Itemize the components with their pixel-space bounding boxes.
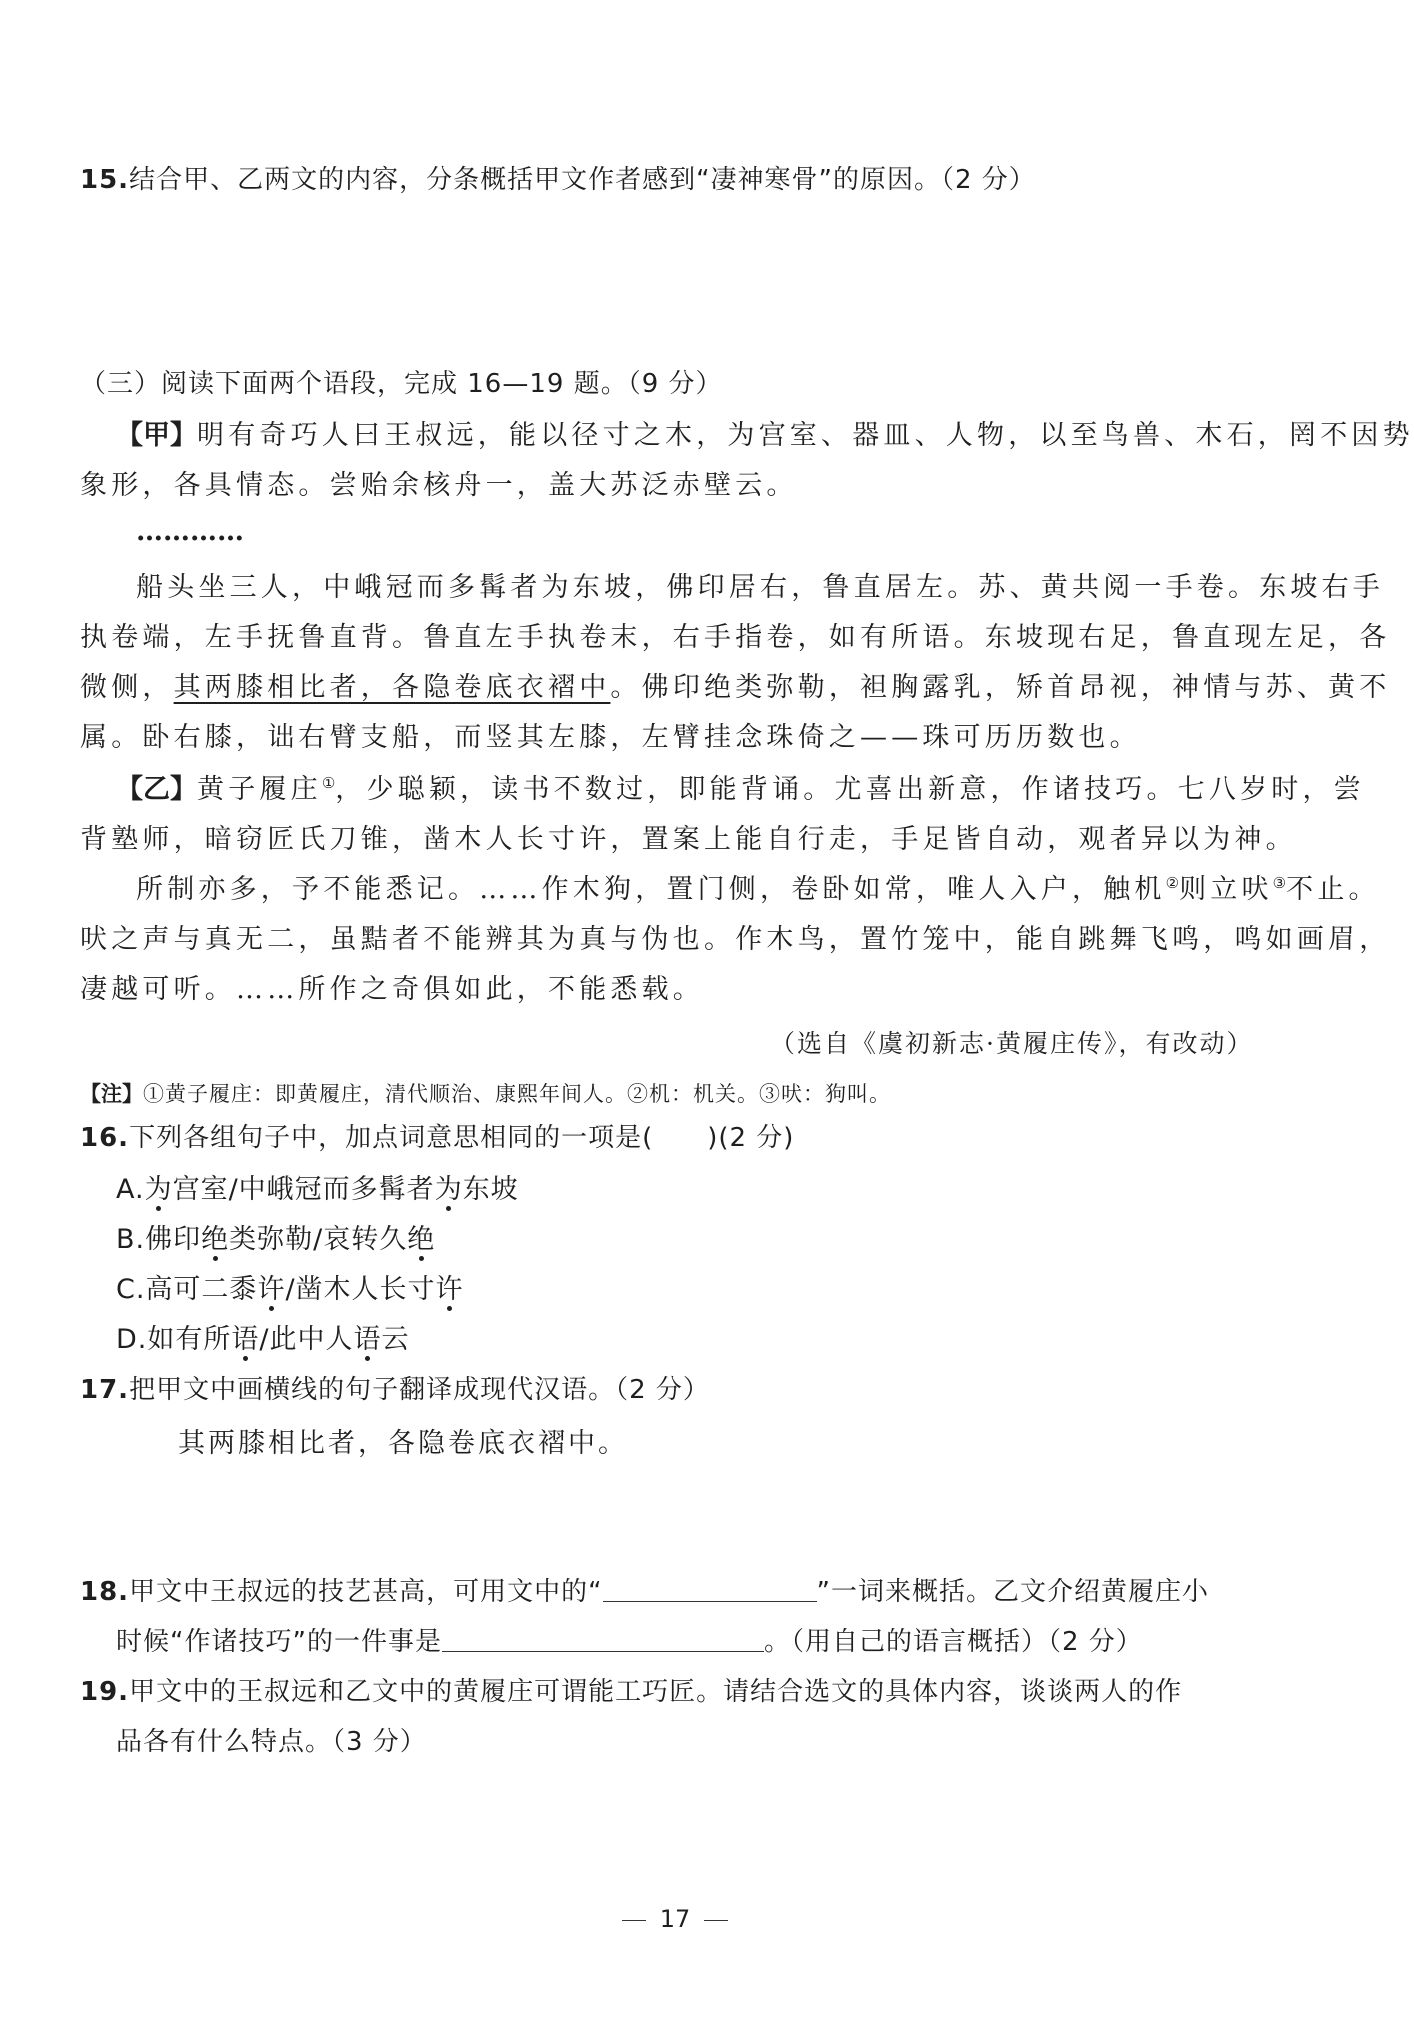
footnote-marker: ③ (1272, 874, 1287, 892)
passage-text: 。佛印绝类弥勒，袒胸露乳，矫首昂视，神情与苏、黄不 (610, 672, 1391, 703)
choice-text: 宫室/中峨冠而多髯者 (172, 1174, 435, 1205)
choice-text: 佛印 (145, 1224, 202, 1255)
question-19-line2: 品各有什么特点。（3 分） (116, 1727, 427, 1757)
question-text: ”一词来概括。乙文介绍黄履庄小 (816, 1577, 1210, 1607)
source-citation: （选自《虞初新志·黄履庄传》，有改动） (770, 1029, 1254, 1058)
question-18-line2 (116, 1622, 1143, 1662)
question-number: 17. (80, 1375, 130, 1405)
question-15 (80, 160, 1036, 200)
dotted-word: 语 (231, 1324, 260, 1355)
passage-jia-line: 属。卧右膝，诎右臂支船，而竖其左膝，左臂挂念珠倚之——珠可历历数也。 (80, 722, 1141, 753)
choice-text: 东坡 (462, 1174, 519, 1205)
choice-b[interactable] (116, 1220, 435, 1260)
page-number (0, 1905, 1350, 1933)
choice-text: 云 (381, 1324, 410, 1355)
dash-decoration (704, 1920, 728, 1921)
question-18 (80, 1572, 1209, 1612)
passage-tag-yi: 【乙】 (116, 774, 197, 805)
ellipsis: ………… (136, 516, 244, 547)
choice-text: 类弥勒/哀转久 (229, 1224, 408, 1255)
passage-jia-line: 象形，各具情态。尝贻余核舟一，盖大苏泛赤壁云。 (80, 470, 798, 501)
footnote-marker: ① (321, 774, 336, 792)
footnotes (80, 1074, 891, 1114)
question-16 (80, 1118, 794, 1158)
passage-jia-line: 船头坐三人，中峨冠而多髯者为东坡，佛印居右，鲁直居左。苏、黄共阅一手卷。东坡右手 (136, 572, 1384, 603)
passage-tag-jia: 【甲】 (116, 420, 197, 451)
choice-letter: B. (116, 1224, 146, 1255)
passage-text: 明有奇巧人曰王叔远，能以径寸之木，为宫室、器皿、人物，以至鸟兽、木石，罔不因势 (197, 420, 1414, 451)
section-heading: （三）阅读下面两个语段，完成 16—19 题。（9 分） (80, 369, 723, 399)
question-number: 16. (80, 1123, 130, 1153)
footnote-marker: ② (1165, 874, 1180, 892)
passage-yi-line (136, 870, 1380, 910)
question-text: 时候“作诸技巧”的一件事是 (116, 1627, 442, 1657)
choice-d[interactable] (116, 1320, 409, 1360)
choice-letter: A. (116, 1174, 145, 1205)
passage-text: 黄子履庄 (197, 774, 322, 805)
question-text: 甲文中王叔远的技艺甚高，可用文中的“ (129, 1577, 603, 1607)
answer-blank-1[interactable] (603, 1573, 817, 1602)
dotted-word: 为 (434, 1174, 463, 1205)
dotted-word: 许 (257, 1274, 286, 1305)
notes-text: ①黄子履庄：即黄履庄，清代顺治、康熙年间人。②机：机关。③吠：狗叫。 (143, 1082, 891, 1106)
passage-text: 所制亦多，予不能悉记。……作木狗，置门侧，卷卧如常，唯人入户，触机 (136, 874, 1166, 905)
question-number: 18. (80, 1577, 130, 1607)
passage-text: 微侧， (80, 672, 174, 703)
question-number: 15. (80, 165, 130, 195)
question-number: 19. (80, 1677, 130, 1707)
passage-yi-line (116, 770, 1365, 810)
passage-yi-line: 背塾师，暗窃匠氏刀锥，凿木人长寸许，置案上能自行走，手足皆自动，观者异以为神。 (80, 824, 1297, 855)
answer-blank-2[interactable] (442, 1623, 764, 1652)
dash-decoration (622, 1920, 646, 1921)
question-text: 把甲文中画横线的句子翻译成现代汉语。（2 分） (129, 1375, 710, 1405)
question-text: 结合甲、乙两文的内容，分条概括甲文作者感到“凄神寒骨”的原因。（2 分） (129, 165, 1036, 195)
question-text: 甲文中的王叔远和乙文中的黄履庄可谓能工巧匠。请结合选文的具体内容，谈谈两人的作 (129, 1677, 1183, 1707)
passage-yi-line: 凄越可听。……所作之奇俱如此，不能悉载。 (80, 974, 704, 1005)
choice-text: 如有所 (147, 1324, 232, 1355)
passage-text: ，少聪颖，读书不数过，即能背诵。尤喜出新意，作诸技巧。七八岁时，尝 (335, 774, 1365, 805)
underlined-sentence: 其两膝相比者，各隐卷底衣褶中 (173, 672, 611, 703)
choice-c[interactable] (116, 1270, 464, 1310)
passage-text: 则立吠 (1179, 874, 1273, 905)
question-17 (80, 1370, 710, 1410)
choice-letter: C. (116, 1274, 146, 1305)
choice-a[interactable] (116, 1170, 519, 1210)
page-number-text: 17 (659, 1905, 691, 1933)
dotted-word: 为 (144, 1174, 173, 1205)
passage-text: 不止。 (1286, 874, 1380, 905)
passage-jia-line: 执卷端，左手抚鲁直背。鲁直左手执卷末，右手指卷，如有所语。东坡现右足，鲁直现左足，各 (80, 622, 1391, 653)
question-19 (80, 1672, 1182, 1712)
question-text: 。（用自己的语言概括）（2 分） (763, 1627, 1143, 1657)
choice-text: /此中人 (259, 1324, 354, 1355)
question-text: 下列各组句子中，加点词意思相同的一项是( )(2 分) (129, 1123, 795, 1153)
sentence-to-translate: 其两膝相比者，各隐卷底衣褶中。 (178, 1428, 628, 1459)
passage-yi-line: 吠之声与真无二，虽黠者不能辨其为真与伪也。作木鸟，置竹笼中，能自跳舞飞鸣，鸣如画眉， (80, 924, 1391, 955)
dotted-word: 绝 (201, 1224, 230, 1255)
choice-text: 高可二黍 (145, 1274, 258, 1305)
dotted-word: 语 (353, 1324, 382, 1355)
choice-text: /凿木人长寸 (285, 1274, 436, 1305)
choice-letter: D. (116, 1324, 148, 1355)
notes-tag: 【注】 (80, 1082, 143, 1106)
passage-jia-line (116, 416, 1414, 456)
passage-jia-line (80, 668, 1390, 708)
dotted-word: 绝 (407, 1224, 436, 1255)
dotted-word: 许 (435, 1274, 464, 1305)
